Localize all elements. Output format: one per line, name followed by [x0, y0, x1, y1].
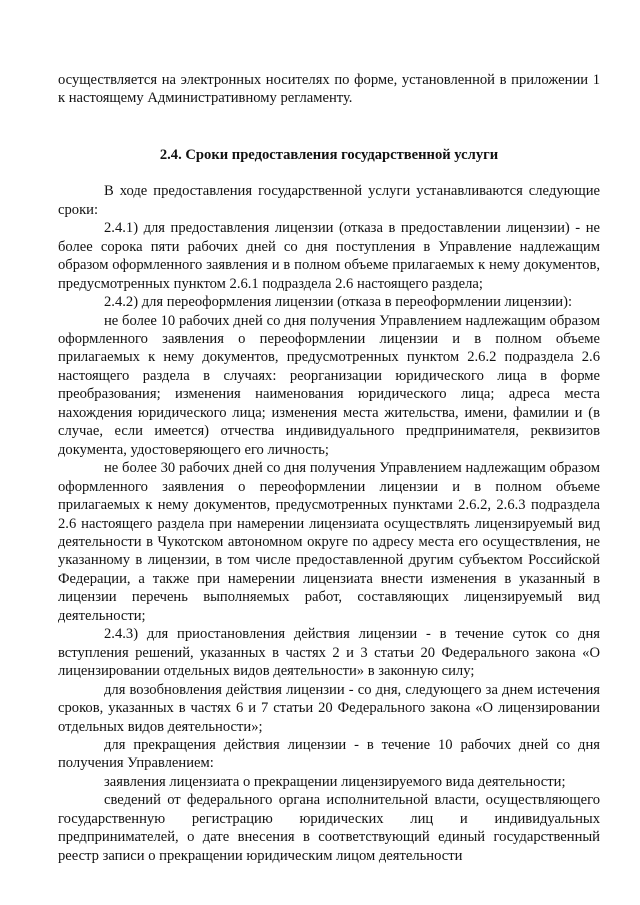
- paragraph: 2.4.2) для переоформления лицензии (отказа в переоформлении лицензии):: [104, 294, 573, 311]
- section-title: 2.4. Сроки предоставления государственной услуги: [159, 146, 499, 163]
- paragraph: 2.4.3) для приостановления действия лицензии - в течение суток со дня вступления решений, указанных в частях 2 и 3 статьи 20 Федерального закона «О лицензировании отдельных видов деятельности» в законную силу;: [58, 626, 600, 680]
- paragraph: для возобновления действия лицензии - со дня, следующего за днем истечения сроков, указанных в частях 6 и 7 статьи 20 Федерального закона «О лицензировании отдельных видов деятельности»;: [58, 681, 600, 735]
- paragraph: не более 30 рабочих дней со дня получения Управлением надлежащим образом оформленного заявления о переоформлении лицензии и в полном объеме прилагаемых к нему документов, предусмотренных пунктами 2.6.2, 2.6.3 подраздела 2.6 настоящего раздела при намерении лицензиата осуществлять лицензируемый вид деятельности в Чукотском автономном округе по адресу места его осуществления, не указанному в лицензии, в том числе предоставленной другим субъектом Российской Федерации, а также при намерении лицензиата внести изменения в указанный в лицензии перечень выполняемых работ, составляющих лицензируемый вид деятельности;: [58, 460, 600, 624]
- paragraph-continuation: осуществляется на электронных носителях по форме, установленной в приложении 1 к настоящему Административному регламенту.: [58, 72, 600, 107]
- paragraph: не более 10 рабочих дней со дня получения Управлением надлежащим образом оформленного заявления о переоформлении лицензии и в полном объеме прилагаемых к нему документов, предусмотренных пунктом 2.6.2 подраздела 2.6 настоящего раздела в случаях: реорганизации юридического лица в форме преобразования; изменения наименования юридического лица; адреса места нахождения юридического лица; изменения места жительства, имени, фамилии и (в случае, если имеется) отчества индивидуального предпринимателя, реквизитов документа, удостоверяющего его личность;: [58, 312, 600, 458]
- paragraph: сведений от федерального органа исполнительной власти, осуществляющего государственную регистрацию юридических лиц и индивидуальных предпринимателей, о дате внесения в соответствующий единый государственный реестр записи о прекращении юридическим лицом деятельности: [58, 792, 600, 864]
- paragraph: В ходе предоставления государственной услуги устанавливаются следующие сроки:: [58, 183, 600, 218]
- paragraph: заявления лицензиата о прекращении лицензируемого вида деятельности;: [104, 773, 566, 790]
- paragraph: для прекращения действия лицензии - в течение 10 рабочих дней со дня получения Управлением:: [58, 736, 600, 772]
- document-page: [58, 71, 600, 865]
- paragraph: 2.4.1) для предоставления лицензии (отказа в предоставлении лицензии) - не более сорока пяти рабочих дней со дня поступления в Управление надлежащим образом оформленного заявления и в полном объеме прилагаемых к нему документов, предусмотренных пунктом 2.6.1 подраздела 2.6 настоящего раздела;: [58, 220, 600, 292]
